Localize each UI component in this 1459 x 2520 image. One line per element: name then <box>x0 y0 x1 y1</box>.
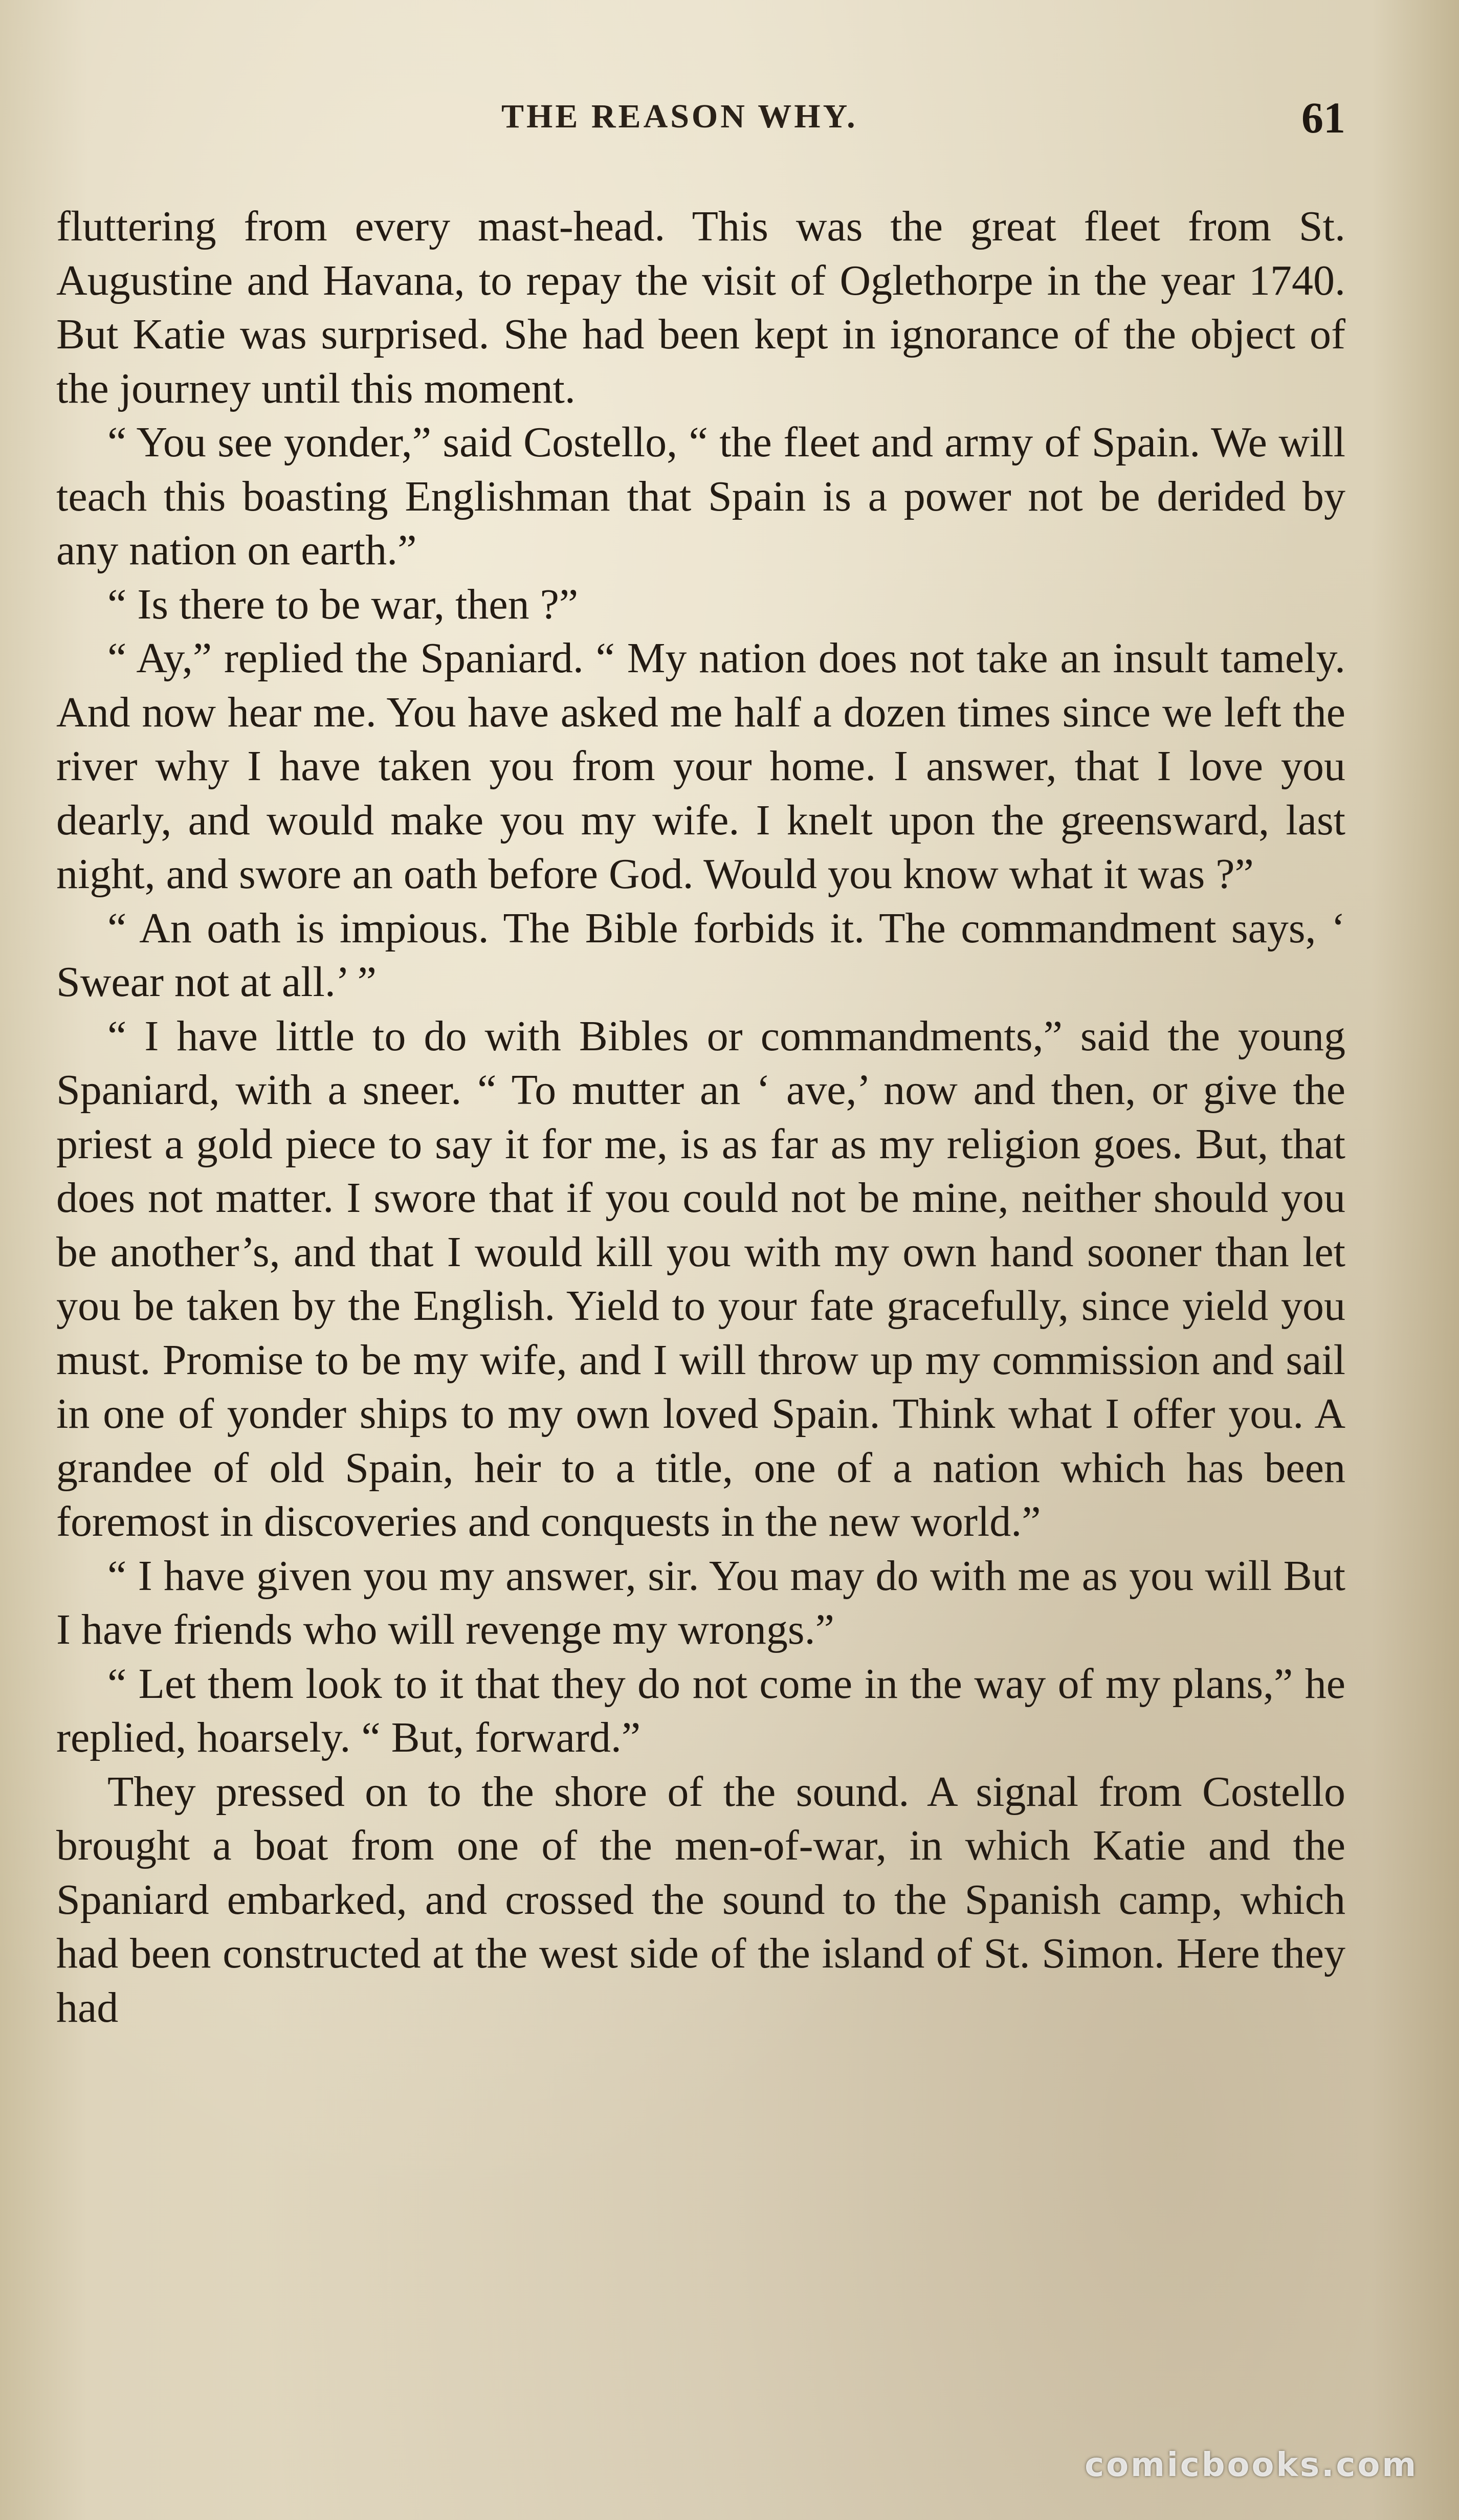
paragraph: “ I have little to do with Bibles or commandments,” said the young Spaniard, with a sneer. “ To mutter an ‘ ave,’ now and then, or give the priest a gold piece to say it for me, is as far as my religion goes. But, that does not matter. I swore that if you could not be mine, neither should you be another’s, and that I would kill you with my own hand sooner than let you be taken by the English. Yield to your fate gracefully, since yield you must. Promise to be my wife, and I will throw up my commission and sail in one of yonder ships to my own loved Spain. Think what I offer you. A grandee of old Spain, heir to a title, one of a nation which has been foremost in discoveries and conquests in the new world.” <box>56 1012 1345 1545</box>
running-head: THE REASON WHY. <box>501 98 858 135</box>
paragraph: “ I have given you my answer, sir. You may do with me as you will But I have friends who will revenge my wrongs.” <box>56 1552 1345 1653</box>
paragraph: “ Is there to be war, then ?” <box>107 580 579 628</box>
paragraph: fluttering from every mast-head. This was the great fleet from St. Augustine and Havana, to repay the visit of Oglethorpe in the year 1740. But Katie was surprised. She had been kept in ignorance of the object of the journey until this moment. <box>56 203 1345 412</box>
paragraph: “ Let them look to it that they do not come in the way of my plans,” he replied, hoarsely. “ But, forward.” <box>56 1660 1345 1761</box>
page-header <box>56 87 1345 148</box>
paragraph: “ You see yonder,” said Costello, “ the fleet and army of Spain. We will teach this boasting Englishman that Spain is a power not be derided by any nation on earth.” <box>56 418 1345 574</box>
paragraph: “ An oath is impious. The Bible forbids it. The commandment says, ‘ Swear not at all.’ ” <box>56 904 1345 1006</box>
paragraph: “ Ay,” replied the Spaniard. “ My nation does not take an insult tamely. And now hear me. You have asked me half a dozen times since we left the river why I have taken you from your home. I answer, that I love you dearly, and would make you my wife. I knelt upon the greensward, last night, and swore an oath before God. Would you know what it was ?” <box>56 634 1345 898</box>
watermark: comicbooks.com <box>1085 2446 1418 2484</box>
paragraph: They pressed on to the shore of the sound. A signal from Costello brought a boat from one of the men-of-war, in which Katie and the Spaniard embarked, and crossed the sound to the Spanish camp, which had been constructed at the west side of the island of St. Simon. Here they had <box>56 1767 1345 2031</box>
body-text <box>56 200 1345 2035</box>
page-number: 61 <box>1301 93 1345 142</box>
